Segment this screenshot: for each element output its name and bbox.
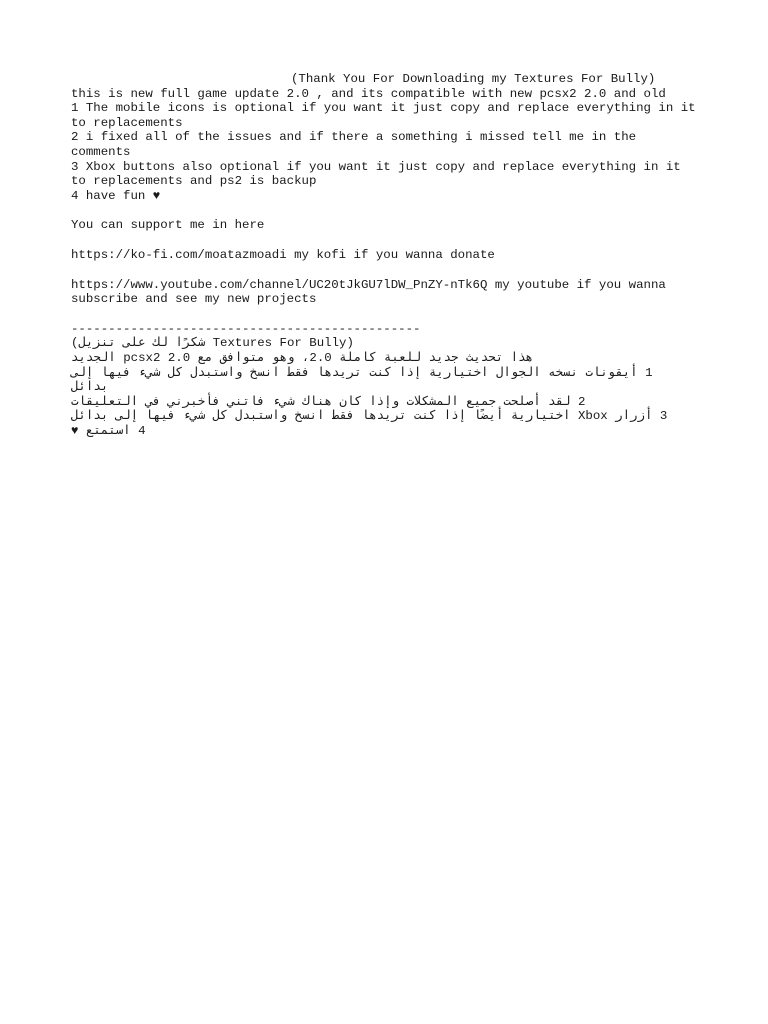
document-body [63,72,704,438]
english-intro: this is new full game update 2.0 , and its compatible with new pcsx2 2.0 and old [71,86,666,101]
english-item-3: 3 Xbox buttons also optional if you want it just copy and replace everything in it to replacements and ps2 is backup [71,159,689,189]
spacer [71,233,696,248]
english-title: (Thank You For Downloading my Textures For Bully) [291,72,656,86]
spacer [71,203,696,218]
english-item-4: 4 have fun ♥ [71,188,161,203]
support-text: You can support me in here [71,218,265,233]
arabic-item-3: 3 أزرار Xbox اختيارية أيضًا إذا كنت تريدها فقط انسخ واستبدل كل شيء فيها إلى بدائل [71,409,668,424]
english-item-1: 1 The mobile icons is optional if you want it just copy and replace everything in it to replacements [71,101,704,130]
youtube-link-text: https://www.youtube.com/channel/UC20tJkGU7lDW_PnZY-nTk6Q my youtube if you wanna subscribe and see my new projects [71,277,674,307]
arabic-item-4: 4 استمتع ♥ [71,423,146,438]
divider-line: ----------------------------------------------- [71,321,421,336]
spacer [71,263,696,278]
arabic-title: (شكرًا لك على تنزيل Textures For Bully) [71,336,354,351]
arabic-item-1: 1 أيقونات نسخه الجوال اختيارية إذا كنت تريدها فقط انسخ واستبدل كل شيء فيها إلى بدائل [63,365,653,395]
arabic-item-2: 2 لقد أصلحت جميع المشكلات وإذا كان هناك شيء فاتني فأخبرني في التعليقات [71,394,586,409]
arabic-intro: هذا تحديث جديد للعبة كاملة 2.0، وهو متوافق مع pcsx2 2.0 الجديد [71,350,533,365]
kofi-link-text: https://ko-fi.com/moatazmoadi my kofi if you wanna donate [71,247,495,262]
english-item-2: 2 i fixed all of the issues and if there a something i missed tell me in the comments [71,130,644,159]
spacer [71,307,696,322]
